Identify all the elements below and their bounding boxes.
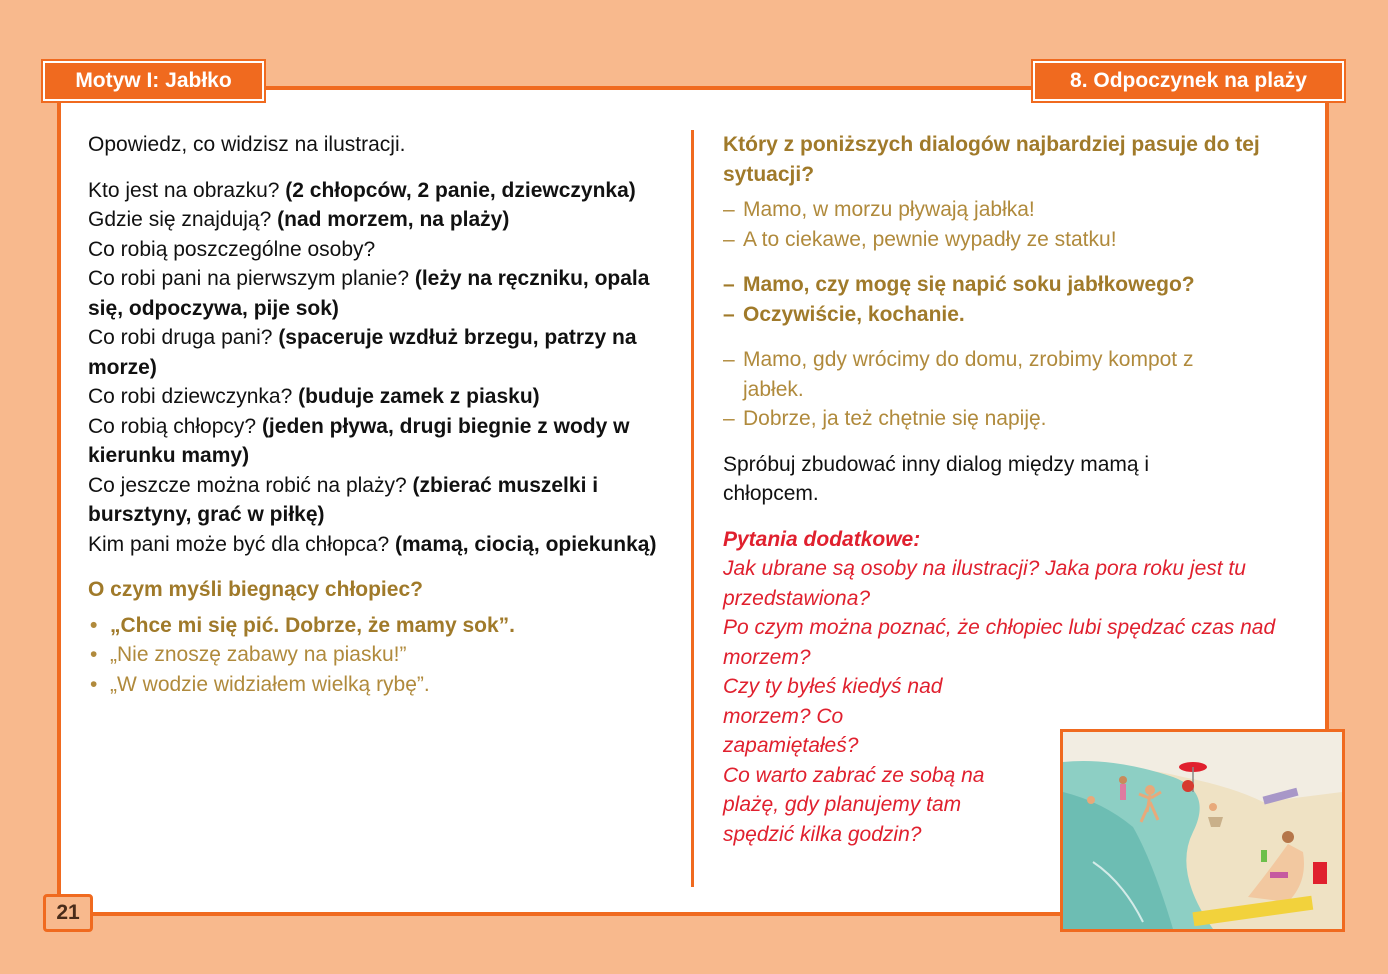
intro-text: Opowiedz, co widzisz na ilustracji. (88, 133, 406, 156)
apple-icon (1182, 780, 1194, 792)
theme-tab (43, 61, 264, 101)
question-item: Co robią poszczególne osoby? (88, 237, 376, 261)
question-item: Co robi druga pani? (spaceruje wzdłuż brzegu, patrzy na morze) (88, 326, 637, 379)
juice-carton (1261, 850, 1267, 862)
question-item: Co jeszcze można robić na plaży? (zbierać muszelki i bursztyny, grać w piłkę) (88, 473, 599, 526)
walking-woman-head (1119, 776, 1127, 784)
lying-woman-head (1282, 831, 1294, 843)
dialog-option-1: – Mamo, w morzu pływają jabłka! – A to ciekawe, pewnie wypadły ze statku! (723, 198, 1117, 251)
thinking-title: O czym myśli biegnący chłopiec? (88, 578, 423, 601)
dialog-option-2: – Mamo, czy mogę się napić soku jabłkowego? – Oczywiście, kochanie. (723, 273, 1195, 326)
extra-question: Po czym można poznać, że chłopiec lubi spędzać czas nad morzem? (723, 616, 1276, 669)
girl-head (1209, 803, 1217, 811)
extra-title: Pytania dodatkowe: (723, 527, 921, 551)
question-item: Gdzie się znajdują? (nad morzem, na plaży) (88, 208, 510, 231)
thinking-option: • „Nie znoszę zabawy na piasku!” (88, 640, 678, 670)
thinking-option: • „W wodzie widziałem wielką rybę”. (88, 670, 678, 700)
question-item: Co robi pani na pierwszym planie? (leży na ręczniku, opala się, odpoczywa, pije sok) (88, 267, 650, 320)
question-item: Kto jest na obrazku? (2 chłopców, 2 panie, dziewczynka) (88, 178, 636, 202)
running-boy-head (1145, 785, 1155, 795)
bag (1313, 862, 1327, 884)
question-item: Kim pani może być dla chłopca? (mamą, ciocią, opiekunką) (88, 532, 657, 556)
beach-scene (1063, 732, 1342, 929)
lesson-tab (1033, 61, 1344, 101)
extra-question: Czy ty byłeś kiedyś nad morzem? Co zapamiętałeś? (723, 675, 943, 757)
build-dialog-prompt: Spróbuj zbudować inny dialog między mamą i chłopcem. (723, 452, 1150, 505)
walking-woman (1120, 784, 1126, 800)
theme-tab-label: Motyw I: Jabłko (75, 69, 232, 92)
dialog-option-3: – Mamo, gdy wrócimy do domu, zrobimy kompot z jabłek. – Dobrze, ja też chętnie się napiję. (723, 348, 1194, 430)
swimming-boy (1087, 796, 1095, 804)
extra-question: Jak ubrane są osoby na ilustracji? Jaka pora roku jest tu przedstawiona? (723, 557, 1246, 610)
question-list (88, 176, 678, 560)
page-number: 21 (43, 894, 93, 932)
extra-question: Co warto zabrać ze sobą na plażę, gdy planujemy tam spędzić kilka godzin? (723, 763, 985, 846)
left-column (88, 130, 678, 699)
question-item: Co robią chłopcy? (jeden pływa, drugi biegnie z wody w kierunku mamy) (88, 414, 630, 467)
lesson-tab-label: 8. Odpoczynek na plaży (1070, 69, 1307, 92)
dialog-title: Który z poniższych dialogów najbardziej pasuje do tej sytuacji? (723, 133, 1260, 186)
beach-illustration (1060, 729, 1345, 932)
thinking-options (88, 611, 678, 700)
thinking-option: • „Chce mi się pić. Dobrze, że mamy sok”. (88, 611, 678, 641)
swimsuit (1270, 872, 1288, 878)
column-divider (691, 130, 694, 887)
question-item: Co robi dziewczynka? (buduje zamek z piasku) (88, 385, 540, 408)
